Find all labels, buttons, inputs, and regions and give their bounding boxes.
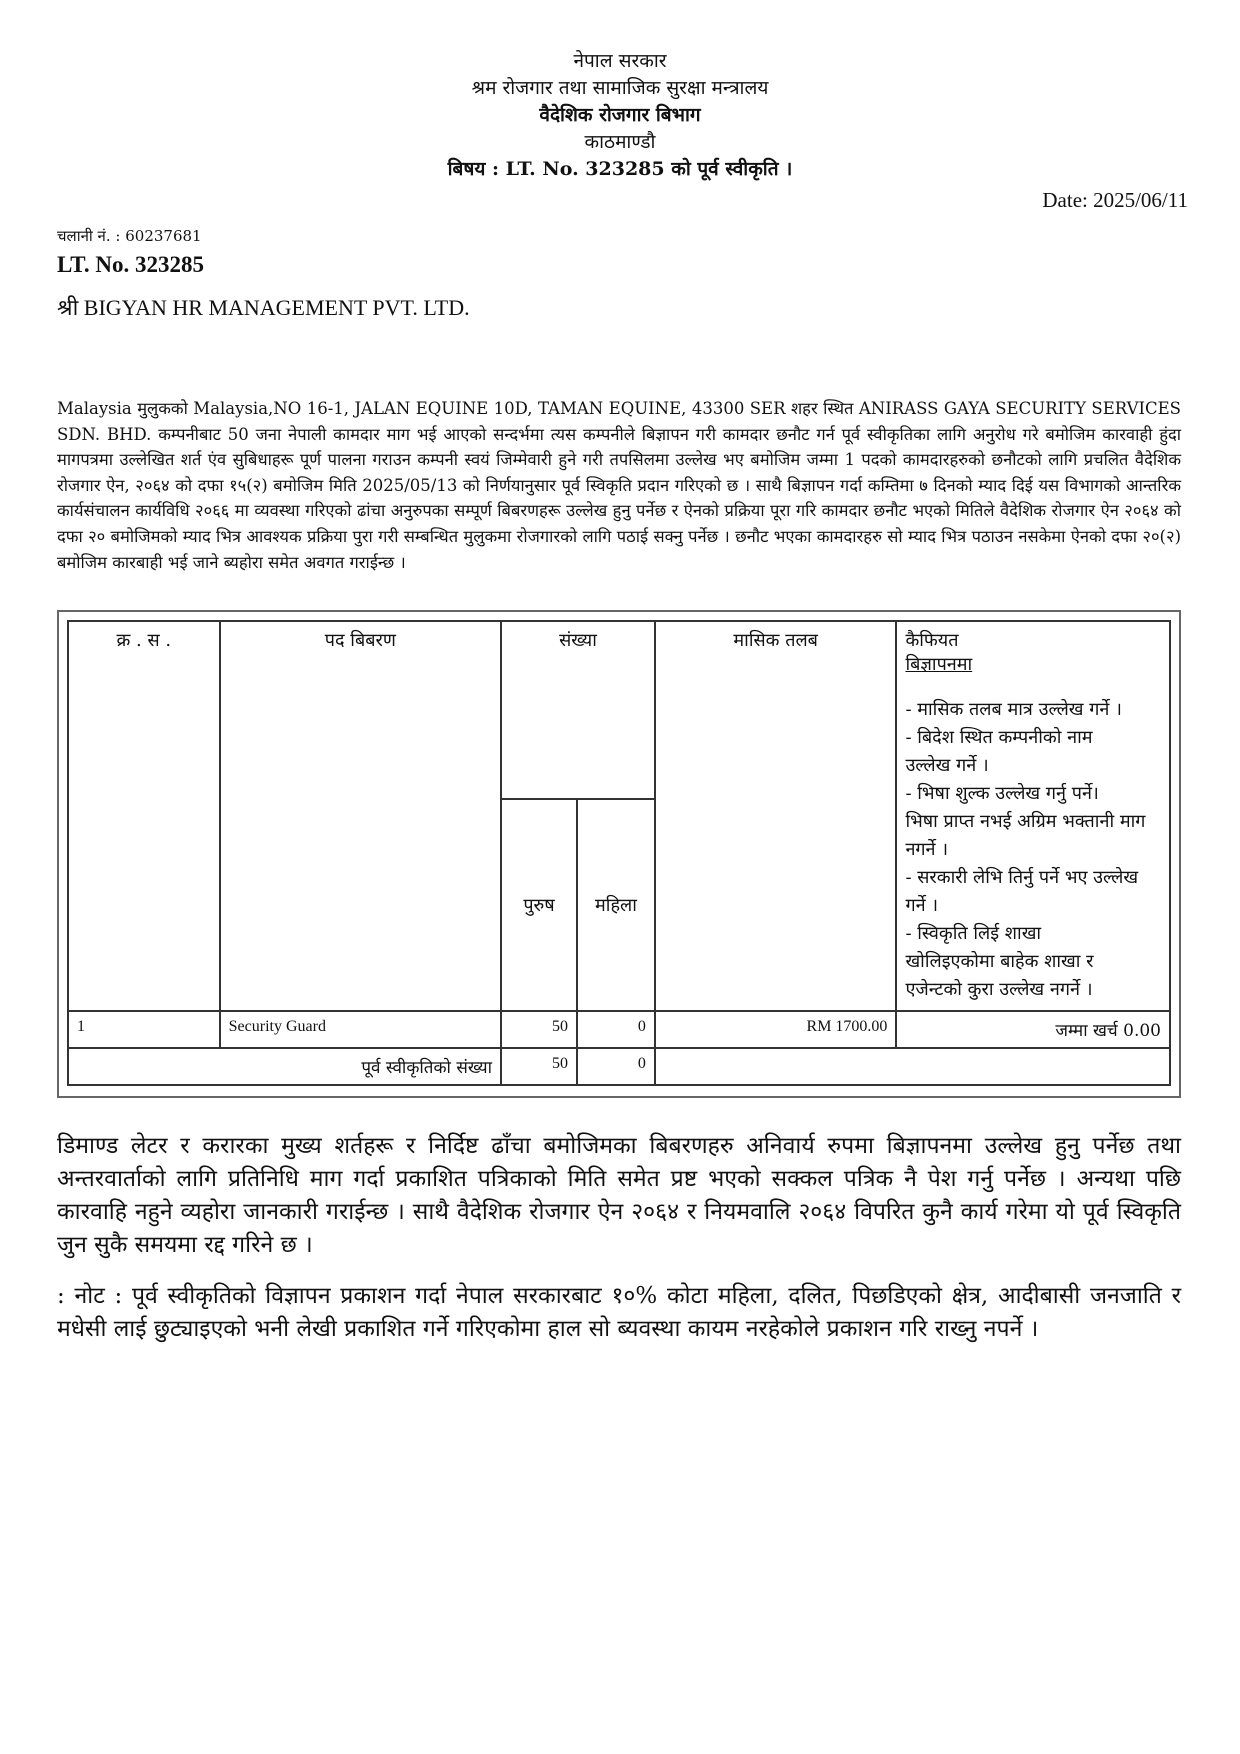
col-header-salary: मासिक तलब	[655, 621, 897, 1011]
col-header-sn: क्र . स .	[68, 621, 220, 1011]
govt-name: नेपाल सरकार	[573, 50, 667, 72]
note-paragraph: : नोट : पूर्व स्वीकृतिको विज्ञापन प्रकाशन गर्दा नेपाल सरकारबाट १०% कोटा महिला, दलित, पिछडिएको क्षेत्र, आदीबासी जनजाति र मधेसी लाई छुट्याइएको भनी लेखी प्रकाशित गर्ने गरिएकोमा हाल सो ब्यवस्था कायम नरहेकोले प्रकाशन गरि राख्नु नपर्ने ।	[57, 1283, 1181, 1342]
department-name: वैदेशिक रोजगार बिभाग	[539, 104, 701, 126]
row-male: 50	[501, 1011, 577, 1048]
remarks-title: कैफियत	[905, 630, 959, 651]
remark-line: - बिदेश स्थित कम्पनीको नाम	[905, 727, 1093, 748]
remark-line: उल्लेख गर्ने ।	[905, 755, 989, 776]
letter-date: Date: 2025/06/11	[1042, 188, 1188, 212]
main-paragraph: Malaysia मुलुकको Malaysia,NO 16-1, JALAN EQUINE 10D, TAMAN EQUINE, 43300 SER शहर स्थित ANIRASS GAYA SECURITY SERVICES SDN. BHD. कम्पनीबाट 50 जना नेपाली कामदार माग भई आएको सन्दर्भमा त्यस कम्पनीले बिज्ञापन गरी कामदार छनौट गर्न पूर्व स्वीकृतिका लागि अनुरोध गरे बमोजिम कारवाही हुंदा मागपत्रमा उल्लेखित शर्त एंव सुबिधाहरू पूर्ण पालना गराउन कम्पनी स्वयं जिम्मेवारी हुने गरी तपसिलमा उल्लेख भए बमोजिम जम्मा 1 पदको कामदारहरुको छनौटको लागि प्रचलित वैदेशिक रोजगार ऐन, २०६४ को दफा १५(२) बमोजिम मिति 2025/05/13 को निर्णयानुसार पूर्व स्विकृति प्रदान गरिएको छ । साथै बिज्ञापन गर्दा कम्तिमा ७ दिनको म्याद दिई यस विभागको आन्तरिक कार्यसंचालन कार्यविधि २०६६ मा व्यवस्था गरिएको ढांचा अनुरुपका सम्पूर्ण बिबरणहरू उल्लेख हुनु पर्नेछ र ऐनको प्रक्रिया पूरा गरि कामदार छनौट भएको मितिले वैदेशिक रोजगार ऐन २०६४ को दफा २० बमोजिमको म्याद भित्र आवश्यक प्रक्रिया पुरा गरी सम्बन्धित मुलुकमा रोजगारको लागि पठाई सक्नु पर्नेछ । छनौट भएका कामदारहरु सो म्याद भित्र पठाउन नसकेमा ऐनको दफा २०(२) बमोजिम कारबाही भई जाने ब्यहोरा समेत अवगत गराईन्छ ।	[57, 399, 1181, 572]
row-expense: जम्मा खर्च 0.00	[896, 1011, 1170, 1048]
remark-line: भिषा प्राप्त नभई अग्रिम भक्तानी माग	[905, 811, 1146, 832]
remark-line: - सरकारी लेभि तिर्नु पर्ने भए उल्लेख	[905, 867, 1139, 888]
remark-line: एजेन्टको कुरा उल्लेख नगर्ने ।	[905, 979, 1093, 1000]
remark-line: गर्ने ।	[905, 895, 939, 916]
remark-line: नगर्ने ।	[905, 839, 949, 860]
remarks-subtitle: बिज्ञापनमा	[905, 654, 973, 675]
total-male: 50	[501, 1048, 577, 1085]
total-row	[68, 1048, 1170, 1085]
city-name: काठमाण्डौ	[584, 131, 656, 153]
remark-line: - स्विकृति लिई शाखा	[905, 923, 1042, 944]
subject-line: बिषय : LT. No. 323285 को पूर्व स्वीकृति ।	[447, 158, 793, 180]
row-sn: 1	[68, 1011, 220, 1048]
total-female: 0	[577, 1048, 655, 1085]
row-salary: RM 1700.00	[655, 1011, 897, 1048]
recipient-company: श्री BIGYAN HR MANAGEMENT PVT. LTD.	[57, 295, 470, 320]
col-header-female: महिला	[577, 799, 655, 1011]
remark-line: - भिषा शुल्क उल्लेख गर्नु पर्ने।	[905, 783, 1099, 804]
remark-line: खोलिइएकोमा बाहेक शाखा र	[905, 951, 1094, 972]
row-female: 0	[577, 1011, 655, 1048]
col-header-count: संख्या	[501, 621, 655, 799]
total-label: पूर्व स्वीकृतिको संख्या	[68, 1048, 501, 1085]
col-header-male: पुरुष	[501, 799, 577, 1011]
dispatch-number: चलानी नं. : 60237681	[57, 227, 202, 245]
total-empty	[655, 1048, 1170, 1085]
instructions-paragraph: डिमाण्ड लेटर र करारका मुख्य शर्तहरू र निर्दिष्ट ढाँचा बमोजिमका बिबरणहरु अनिवार्य रुपमा बिज्ञापनमा उल्लेख हुनु पर्नेछ तथा अन्तरवार्ताको लागि प्रतिनिधि माग गर्दा प्रकाशित पत्रिकाको मिति समेत प्रष्ट भएको सक्कल पत्रिक नै पेश गर्नु पर्नेछ । अन्यथा पछि कारवाहि नहुने व्यहोरा जानकारी गराईन्छ । साथै वैदेशिक रोजगार ऐन २०६४ र नियमवालि २०६४ विपरित कुनै कार्य गरेमा यो पूर्व स्विकृति जुन सुकै समयमा रद्द गरिने छ ।	[57, 1133, 1181, 1258]
row-post: Security Guard	[220, 1011, 501, 1048]
table-row	[68, 1011, 1170, 1048]
remarks-list	[905, 696, 1161, 1004]
approval-table	[67, 620, 1171, 1086]
approval-table-frame	[57, 610, 1181, 1098]
lt-number: LT. No. 323285	[57, 252, 204, 277]
ministry-name: श्रम रोजगार तथा सामाजिक सुरक्षा मन्त्रालय	[471, 77, 769, 99]
col-header-post: पद बिबरण	[220, 621, 501, 1011]
remark-line: - मासिक तलब मात्र उल्लेख गर्ने ।	[905, 699, 1122, 720]
header	[0, 48, 1240, 183]
remarks-cell	[896, 621, 1170, 1011]
